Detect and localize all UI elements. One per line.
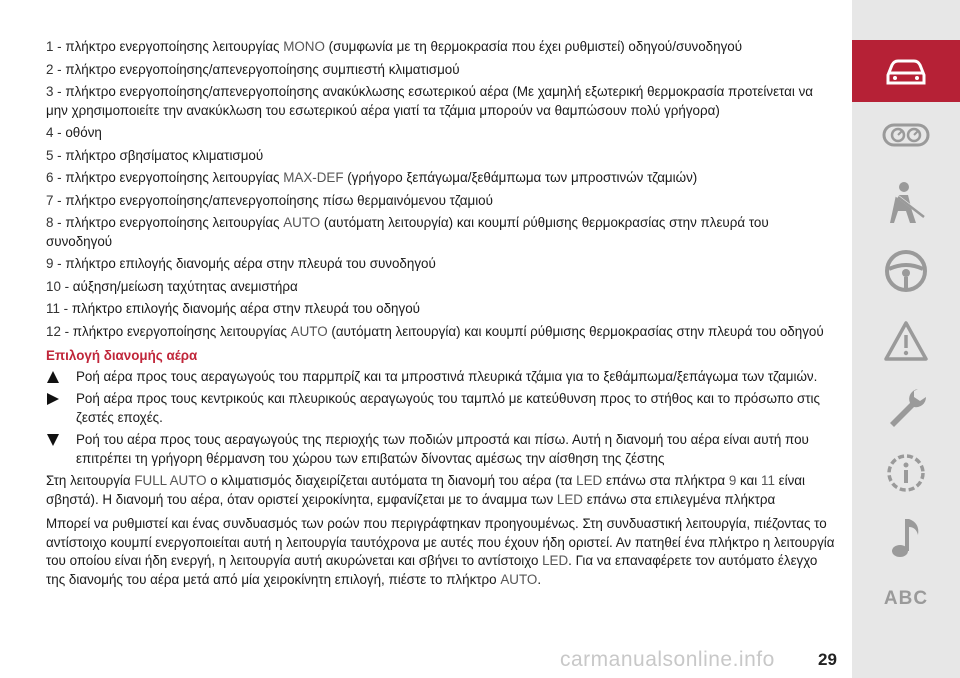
paragraph-text: . [537,571,542,587]
full-auto-paragraph [46,472,836,509]
inline-code: FULL AUTO [134,473,207,488]
arrow-down-icon [46,433,60,447]
legend-item [46,300,836,319]
combination-paragraph [46,515,836,589]
paragraph-text: Μπορεί να ρυθμιστεί και ένας συνδυασμός των ροών που περιγράφτηκαν προηγουμένως. Στη συνδυαστική λειτουργία, πιέζοντας το αντίστοιχο κουμπί ενεργοποιείται αυτή η λειτουργία ταυτόχρονα με αυτές που έχουν ήδη οριστεί. Αν πατηθεί ένα πλήκτρο η λειτουργία του οποίου είναι ήδη ενεργή, η λειτουργία αυτή ακυρώνεται και σβήνει το αντίστοιχο [46,516,835,568]
paragraph-text: επάνω στα πλήκτρα [602,473,729,488]
page-number: 29 [818,650,837,669]
tab-index[interactable] [864,568,948,630]
legend-item [46,38,836,57]
info-gear-icon [882,449,930,497]
legend-text-suffix: (αυτόματη λειτουργία) και κουμπί ρύθμισης θερμοκρασίας στην πλευρά του συνοδηγού [46,215,769,249]
legend-number: 7 - [46,192,62,208]
tab-maintenance[interactable] [864,376,948,438]
mode-code: AUTO [290,323,328,339]
legend-text-suffix: (γρήγορο ξεπάγωμα/ξεθάμπωμα των μπροστινών τζαμιών) [343,170,698,185]
inline-code: LED [542,553,569,568]
dashboard-icon [880,117,932,153]
airflow-text: Ροή αέρα προς τους κεντρικούς και πλευρικούς αεραγωγούς του ταμπλό με κατεύθυνση προς το στήθος και το πρόσωπο στις ζεστές εποχές. [76,391,820,425]
legend-item [46,323,836,342]
legend-number: 8 - [46,215,62,230]
mode-code: MONO [283,39,325,54]
paragraph-text: . Για να επαναφέρετε τον αυτόματο έλεγχο της διανομής του αέρα μετά από μία χειροκίνητη επιλογή, πιέστε το πλήκτρο [46,553,818,587]
legend-item [46,83,836,120]
legend-number: 1 - [46,39,62,54]
legend-item [46,124,836,143]
paragraph-text: ο κλιματισμός διαχειρίζεται αυτόματα τη διανομή του αέρα (τα [206,473,577,488]
legend-text: πλήκτρο επιλογής διανομής αέρα στην πλευρά του συνοδηγού [61,256,436,271]
arrow-right-icon [46,392,60,406]
legend-text: πλήκτρο σβησίματος κλιματισμού [61,147,264,163]
legend-item [46,214,836,251]
mode-code: MAX-DEF [283,170,344,185]
section-title: Επιλογή διανομής αέρα [46,348,198,363]
legend-list [46,38,836,341]
airflow-item [46,368,836,387]
tab-dashboard[interactable] [864,104,948,166]
airflow-text: Ροή του αέρα προς τους αεραγωγούς της περιοχής των ποδιών μπροστά και πίσω. Αυτή η διανομή του αέρα είναι αυτή που επιτρέπει τη γρήγορη θέρμανση του χώρου των επιβατών δίνοντας αμέσως την αίσθηση της ζέστης [76,432,809,466]
abc-label: ABC [883,588,929,609]
legend-number: 9 - [46,256,62,271]
manual-content [46,38,836,595]
legend-item [46,255,836,274]
legend-item [46,169,836,188]
legend-text: πλήκτρο ενεργοποίησης/απενεργοποίησης πίσω θερμαινόμενου τζαμιού [61,192,493,208]
arrow-up-icon [46,370,60,384]
legend-item [46,192,836,211]
tab-safety[interactable] [864,172,948,234]
legend-text: πλήκτρο ενεργοποίησης λειτουργίας [61,39,284,54]
legend-item [46,147,836,166]
legend-text: αύξηση/μείωση ταχύτητας ανεμιστήρα [69,278,298,294]
legend-number: 2 - [46,61,62,77]
inline-code: 9 [728,473,737,488]
legend-number: 6 - [46,170,62,185]
inline-code: 11 [761,473,775,488]
legend-text: πλήκτρο ενεργοποίησης/απενεργοποίησης συμπιεστή κλιματισμού [61,61,460,77]
steering-wheel-icon [882,247,930,295]
watermark: carmanualsonline.info [560,648,775,671]
legend-number: 12 - [46,323,70,339]
legend-item [46,278,836,297]
tab-multimedia[interactable] [864,506,948,568]
music-icon [886,513,926,561]
paragraph-text: και [736,473,761,488]
legend-number: 10 - [46,278,70,294]
inline-code: AUTO [500,571,538,587]
tab-warnings[interactable] [864,310,948,372]
paragraph-text: επάνω στα επιλεγμένα πλήκτρα [582,491,776,507]
legend-text: πλήκτρο ενεργοποίησης λειτουργίας [69,323,291,339]
seatbelt-icon [882,179,930,227]
chapter-sidebar [852,0,960,678]
wrench-icon [882,383,930,431]
inline-code: LED [556,491,583,507]
tab-driving[interactable] [864,240,948,302]
paragraph-text: είναι σβηστά). Η διανομή του αέρα, όταν οριστεί χειροκίνητα, εμφανίζεται με το άναμμα των [46,473,805,507]
legend-text: πλήκτρο ενεργοποίησης λειτουργίας [61,215,284,230]
paragraph-text: Στη λειτουργία [46,473,135,488]
airflow-item [46,390,836,427]
tab-technical[interactable] [864,442,948,504]
car-icon [880,51,932,91]
legend-number: 11 - [46,301,69,316]
tab-car[interactable] [852,40,960,102]
airflow-bullet-list [46,368,836,469]
airflow-text: Ροή αέρα προς τους αεραγωγούς του παρμπρίζ και τα μπροστινά πλευρικά τζάμια για το ξεθάμπωμα/ξεπάγωμα των τζαμιών. [76,368,818,384]
legend-text: οθόνη [61,125,102,140]
warning-icon [882,319,930,363]
airflow-item [46,431,836,468]
legend-text: πλήκτρο ενεργοποίησης/απενεργοποίησης ανακύκλωσης εσωτερικού αέρα (Με χαμηλή εξωτερική θερμοκρασία προτείνεται να μην χρησιμοποιείτε την ανακύκλωση του εσωτερικού αέρα γιατί τα τζάμια μπορούν να θαμπώσουν πολύ γρήγορα) [46,84,814,118]
legend-text-suffix: (αυτόματη λειτουργία) και κουμπί ρύθμισης θερμοκρασίας στην πλευρά του οδηγού [327,323,824,339]
legend-item [46,61,836,80]
legend-text-suffix: (συμφωνία με τη θερμοκρασία που έχει ρυθμιστεί) οδηγού/συνοδηγού [324,39,743,54]
legend-number: 5 - [46,147,62,163]
legend-text: πλήκτρο επιλογής διανομής αέρα στην πλευρά του οδηγού [68,301,420,316]
legend-text: πλήκτρο ενεργοποίησης λειτουργίας [61,170,284,185]
legend-number: 3 - [46,84,62,99]
legend-number: 4 - [46,125,62,140]
inline-code: LED [576,473,603,488]
mode-code: AUTO [283,215,321,230]
